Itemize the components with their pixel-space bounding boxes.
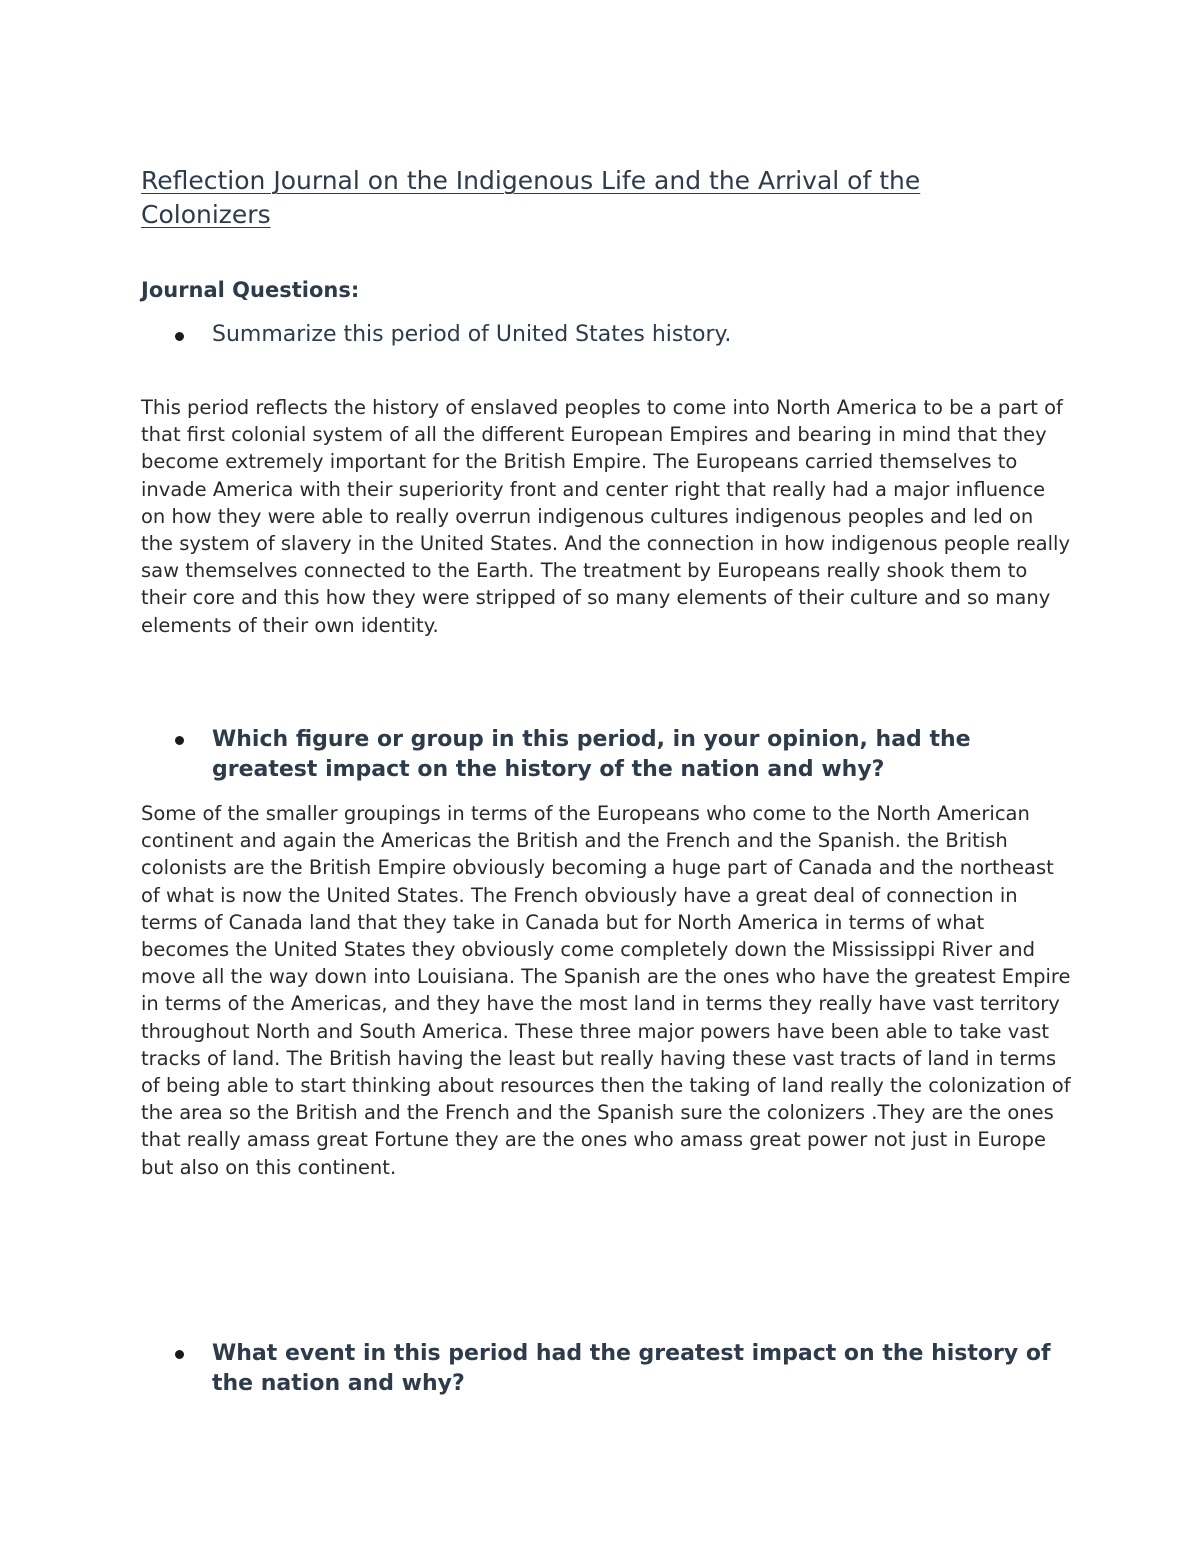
question-1: Summarize this period of United States history.	[212, 322, 732, 347]
bullet-icon	[175, 1350, 184, 1359]
answer-1: This period reflects the history of enslaved peoples to come into North America to be a part of that first colonial system of all the different European Empires and bearing in mind that they become extremely important for the British Empire. The Europeans carried themselves to invade America with their superiority front and center right that really had a major influence on how they were able to really overrun indigenous cultures indigenous peoples and led on the system of slavery in the United States. And the connection in how indigenous people really saw themselves connected to the Earth. The treatment by Europeans really shook them to their core and this how they were stripped of so many elements of their culture and so many elements of their own identity.	[141, 396, 1071, 637]
document-title: Reflection Journal on the Indigenous Life and the Arrival of the Colonizers	[141, 166, 921, 229]
bullet-icon	[175, 332, 184, 341]
bullet-icon	[175, 736, 184, 745]
journal-questions-heading: Journal Questions:	[141, 278, 360, 302]
answer-2: Some of the smaller groupings in terms of the Europeans who come to the North American continent and again the Americas the British and the French and the Spanish. the British colonists are the British Empire obviously becoming a huge part of Canada and the northeast of what is now the United States. The French obviously have a great deal of connection in terms of Canada land that they take in Canada but for North America in terms of what becomes the United States they obviously come completely down the Mississippi River and move all the way down into Louisiana. The Spanish are the ones who have the greatest Empire in terms of the Americas, and they have the most land in terms they really have vast territory throughout North and South America. These three major powers have been able to take vast tracks of land. The British having the least but really having these vast tracts of land in terms of being able to start thinking about resources then the taking of land really the colonization of the area so the British and the French and the Spanish sure the colonizers .They are the ones that really amass great Fortune they are the ones who amass great power not just in Europe but also on this continent.	[141, 802, 1071, 1179]
question-3: What event in this period had the greatest impact on the history of the nation and why?	[212, 1341, 1051, 1396]
question-2: Which figure or group in this period, in your opinion, had the greatest impact on the history of the nation and why?	[212, 727, 971, 782]
